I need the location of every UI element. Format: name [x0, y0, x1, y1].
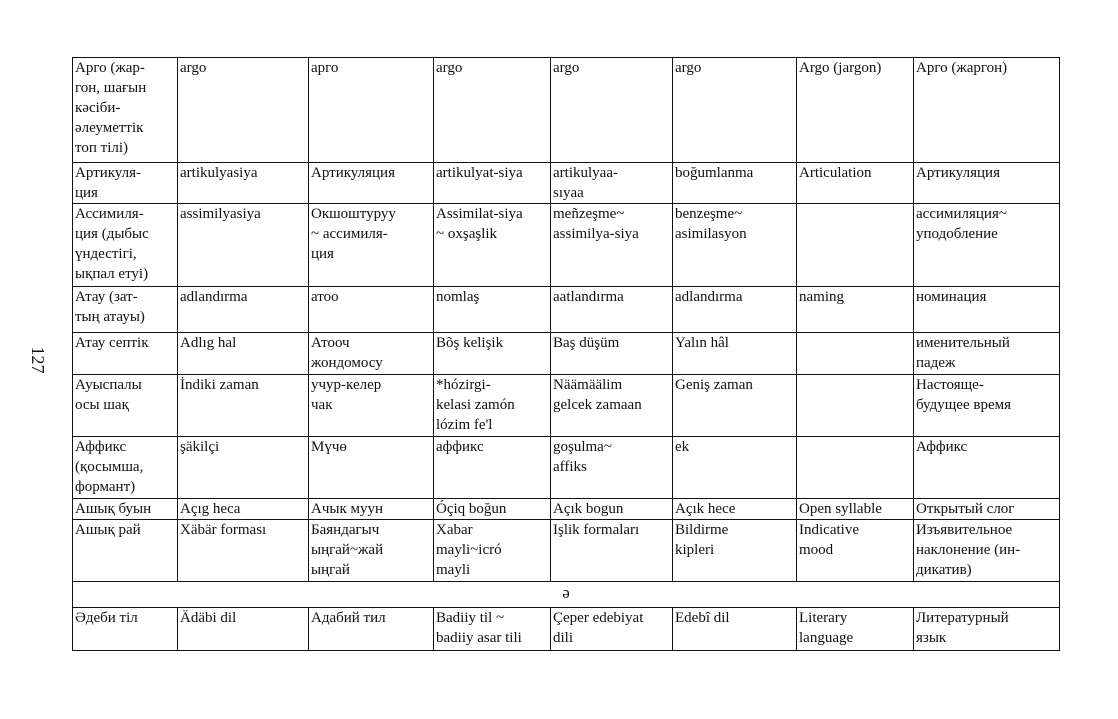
- table-cell: [309, 520, 434, 582]
- cell-text: argo: [436, 60, 463, 76]
- cell-text: İndiki zaman: [180, 377, 259, 393]
- table-cell: [673, 287, 797, 333]
- table-cell: [309, 287, 434, 333]
- table-cell: [178, 499, 309, 520]
- table-cell: [673, 499, 797, 520]
- cell-text: Geniş zaman: [675, 377, 753, 393]
- table-cell: [551, 437, 673, 499]
- table-cell: [551, 58, 673, 163]
- section-letter: ә: [73, 582, 1060, 608]
- table-cell: [178, 375, 309, 437]
- cell-text: Edebî dil: [675, 610, 730, 626]
- table-cell: [914, 375, 1060, 437]
- cell-text: artikulyaa- sıyaa: [553, 165, 618, 201]
- cell-text: арго: [311, 60, 339, 76]
- cell-text: номинация: [916, 289, 987, 305]
- table-cell: [914, 499, 1060, 520]
- cell-text: Атау септік: [75, 335, 149, 351]
- table-cell: [434, 437, 551, 499]
- table-cell: [797, 520, 914, 582]
- cell-text: Атау (зат- тың атауы): [75, 289, 145, 325]
- cell-text: Açıg heca: [180, 501, 241, 517]
- table-cell: [434, 375, 551, 437]
- table-row: [73, 375, 1060, 437]
- cell-text: Ädäbi dil: [180, 610, 237, 626]
- cell-text: Аффикс: [916, 439, 968, 455]
- cell-text: Óçiq boğun: [436, 501, 507, 517]
- cell-text: adlandırma: [180, 289, 248, 305]
- cell-text: именительный падеж: [916, 335, 1010, 371]
- cell-text: assimilyasiya: [180, 206, 261, 222]
- cell-text: Открытый слог: [916, 501, 1015, 517]
- cell-text: Настояще- будущее время: [916, 377, 1011, 413]
- table-cell: [914, 58, 1060, 163]
- table-cell: [434, 333, 551, 375]
- cell-text: Badiiy til ~ badiiy asar tili: [436, 610, 522, 646]
- cell-text: Артикуля- ция: [75, 165, 142, 201]
- cell-text: Işlik formaları: [553, 522, 640, 538]
- table-cell: [309, 608, 434, 651]
- cell-text: Литературный язык: [916, 610, 1009, 646]
- cell-text: nomlaş: [436, 289, 480, 305]
- table-row: [73, 608, 1060, 651]
- table-cell: [434, 163, 551, 204]
- table-cell: [797, 608, 914, 651]
- table-cell: [797, 163, 914, 204]
- table-cell: [551, 163, 673, 204]
- cell-text: учур-келер чак: [311, 377, 382, 413]
- cell-text: Xäbär forması: [180, 522, 267, 538]
- table-row: [73, 58, 1060, 163]
- table-cell: [309, 437, 434, 499]
- table-cell: [309, 163, 434, 204]
- cell-text: аффикс: [436, 439, 484, 455]
- cell-text: benzeşme~ asimilasyon: [675, 206, 747, 242]
- table-row: [73, 437, 1060, 499]
- cell-text: artikulyasiya: [180, 165, 258, 181]
- cell-text: Ашық рай: [75, 522, 141, 538]
- table-row: [73, 499, 1060, 520]
- cell-text: argo: [553, 60, 580, 76]
- cell-text: Açık bogun: [553, 501, 624, 517]
- cell-text: Баяндагыч ыңгай~жай ыңгай: [311, 522, 384, 578]
- cell-text: Изъявительное наклонение (ин- дикатив): [916, 522, 1021, 578]
- table-row: [73, 333, 1060, 375]
- table-row: [73, 163, 1060, 204]
- cell-text: Argo (jargon): [799, 60, 882, 76]
- cell-text: argo: [180, 60, 207, 76]
- table-cell: [797, 287, 914, 333]
- table-cell: [673, 520, 797, 582]
- cell-text: Адабий тил: [311, 610, 386, 626]
- page-number: 127: [28, 346, 48, 374]
- cell-text: Окшоштуруу ~ ассимиля- ция: [311, 206, 396, 262]
- cell-text: adlandırma: [675, 289, 743, 305]
- cell-text: Çeper edebiyat dili: [553, 610, 644, 646]
- table-cell: [434, 58, 551, 163]
- table-cell: [673, 608, 797, 651]
- cell-text: Арго (жар- гон, шағын кәсіби- әлеуметтік топ тілі): [75, 60, 147, 156]
- table-cell: [73, 163, 178, 204]
- table-cell: [73, 499, 178, 520]
- cell-text: Ассимиля- ция (дыбыс үндестігі, ықпал етуі): [75, 206, 149, 282]
- table-cell: [797, 333, 914, 375]
- cell-text: aatlandırma: [553, 289, 624, 305]
- table-cell: [914, 333, 1060, 375]
- table-cell: [309, 58, 434, 163]
- cell-text: Bõş kelişik: [436, 335, 504, 351]
- table-cell: [673, 437, 797, 499]
- cell-text: şäkilçi: [180, 439, 220, 455]
- cell-text: artikulyat-siya: [436, 165, 523, 181]
- table-cell: [73, 520, 178, 582]
- table-cell: [178, 520, 309, 582]
- section-row: [73, 582, 1060, 608]
- table-cell: [178, 333, 309, 375]
- cell-text: Әдеби тіл: [75, 610, 138, 626]
- table-cell: [551, 333, 673, 375]
- table-cell: [551, 287, 673, 333]
- table-cell: [551, 520, 673, 582]
- table-cell: [178, 163, 309, 204]
- cell-text: *hózirgi- kelasi zamón lózim fe'l: [436, 377, 515, 433]
- table-cell: [673, 375, 797, 437]
- cell-text: Indicative mood: [799, 522, 859, 558]
- table-cell: [914, 163, 1060, 204]
- table-cell: [551, 608, 673, 651]
- table-cell: [434, 287, 551, 333]
- cell-text: meñzeşme~ assimilya-siya: [553, 206, 639, 242]
- cell-text: Açık hece: [675, 501, 736, 517]
- cell-text: Мүчө: [311, 439, 347, 455]
- cell-text: Assimilat-siya ~ oxşaşlik: [436, 206, 523, 242]
- table-cell: [178, 204, 309, 287]
- cell-text: ek: [675, 439, 690, 455]
- cell-text: Артикуляция: [311, 165, 395, 181]
- cell-text: Bildirme kipleri: [675, 522, 729, 558]
- cell-text: Атооч жондомосу: [311, 335, 383, 371]
- table-cell: [434, 520, 551, 582]
- cell-text: Open syllable: [799, 501, 882, 517]
- cell-text: Ауыспалы осы шақ: [75, 377, 142, 413]
- table-cell: [914, 287, 1060, 333]
- table-cell: [309, 204, 434, 287]
- glossary-table: [72, 57, 1060, 651]
- cell-text: Ачык муун: [311, 501, 384, 517]
- table-cell: [551, 375, 673, 437]
- cell-text: Adlıg hal: [180, 335, 237, 351]
- cell-text: boğumlanma: [675, 165, 754, 181]
- table-cell: [178, 608, 309, 651]
- table-cell: [73, 375, 178, 437]
- table-cell: [434, 608, 551, 651]
- table-cell: [551, 499, 673, 520]
- table-cell: [914, 437, 1060, 499]
- cell-text: ассимиляция~ уподобление: [916, 206, 1007, 242]
- table-cell: [73, 287, 178, 333]
- table-cell: [434, 499, 551, 520]
- cell-text: Артикуляция: [916, 165, 1000, 181]
- table-cell: [73, 58, 178, 163]
- table-cell: [309, 375, 434, 437]
- table-row: [73, 287, 1060, 333]
- table-cell: [914, 608, 1060, 651]
- cell-text: Арго (жаргон): [916, 60, 1008, 76]
- cell-text: Ашық буын: [75, 501, 152, 517]
- table-cell: [797, 437, 914, 499]
- table-cell: [178, 287, 309, 333]
- table-cell: [673, 204, 797, 287]
- table-cell: [73, 204, 178, 287]
- table-cell: [914, 204, 1060, 287]
- cell-text: argo: [675, 60, 702, 76]
- cell-text: Xabar mayli~icró mayli: [436, 522, 502, 578]
- table-cell: [309, 499, 434, 520]
- cell-text: атоо: [311, 289, 339, 305]
- table-cell: [178, 58, 309, 163]
- table-cell: [673, 58, 797, 163]
- table-cell: [673, 163, 797, 204]
- table-cell: [434, 204, 551, 287]
- table-cell: [73, 608, 178, 651]
- cell-text: Baş düşüm: [553, 335, 620, 351]
- table-row: [73, 520, 1060, 582]
- table-cell: [73, 333, 178, 375]
- table-cell: [797, 204, 914, 287]
- table-cell: [309, 333, 434, 375]
- cell-text: naming: [799, 289, 844, 305]
- cell-text: Articulation: [799, 165, 872, 181]
- cell-text: Yalın hâl: [675, 335, 729, 351]
- table-cell: [178, 437, 309, 499]
- table-cell: [551, 204, 673, 287]
- cell-text: Näämäälim gelcek zamaan: [553, 377, 642, 413]
- table-cell: [673, 333, 797, 375]
- cell-text: Аффикс (қосымша, формант): [75, 439, 144, 495]
- table-cell: [73, 437, 178, 499]
- table-cell: [797, 375, 914, 437]
- table-row: [73, 204, 1060, 287]
- table-cell: [797, 58, 914, 163]
- glossary-body: [73, 58, 1060, 651]
- table-cell: [797, 499, 914, 520]
- cell-text: goşulma~ affiks: [553, 439, 612, 475]
- cell-text: Literary language: [799, 610, 854, 646]
- table-cell: [914, 520, 1060, 582]
